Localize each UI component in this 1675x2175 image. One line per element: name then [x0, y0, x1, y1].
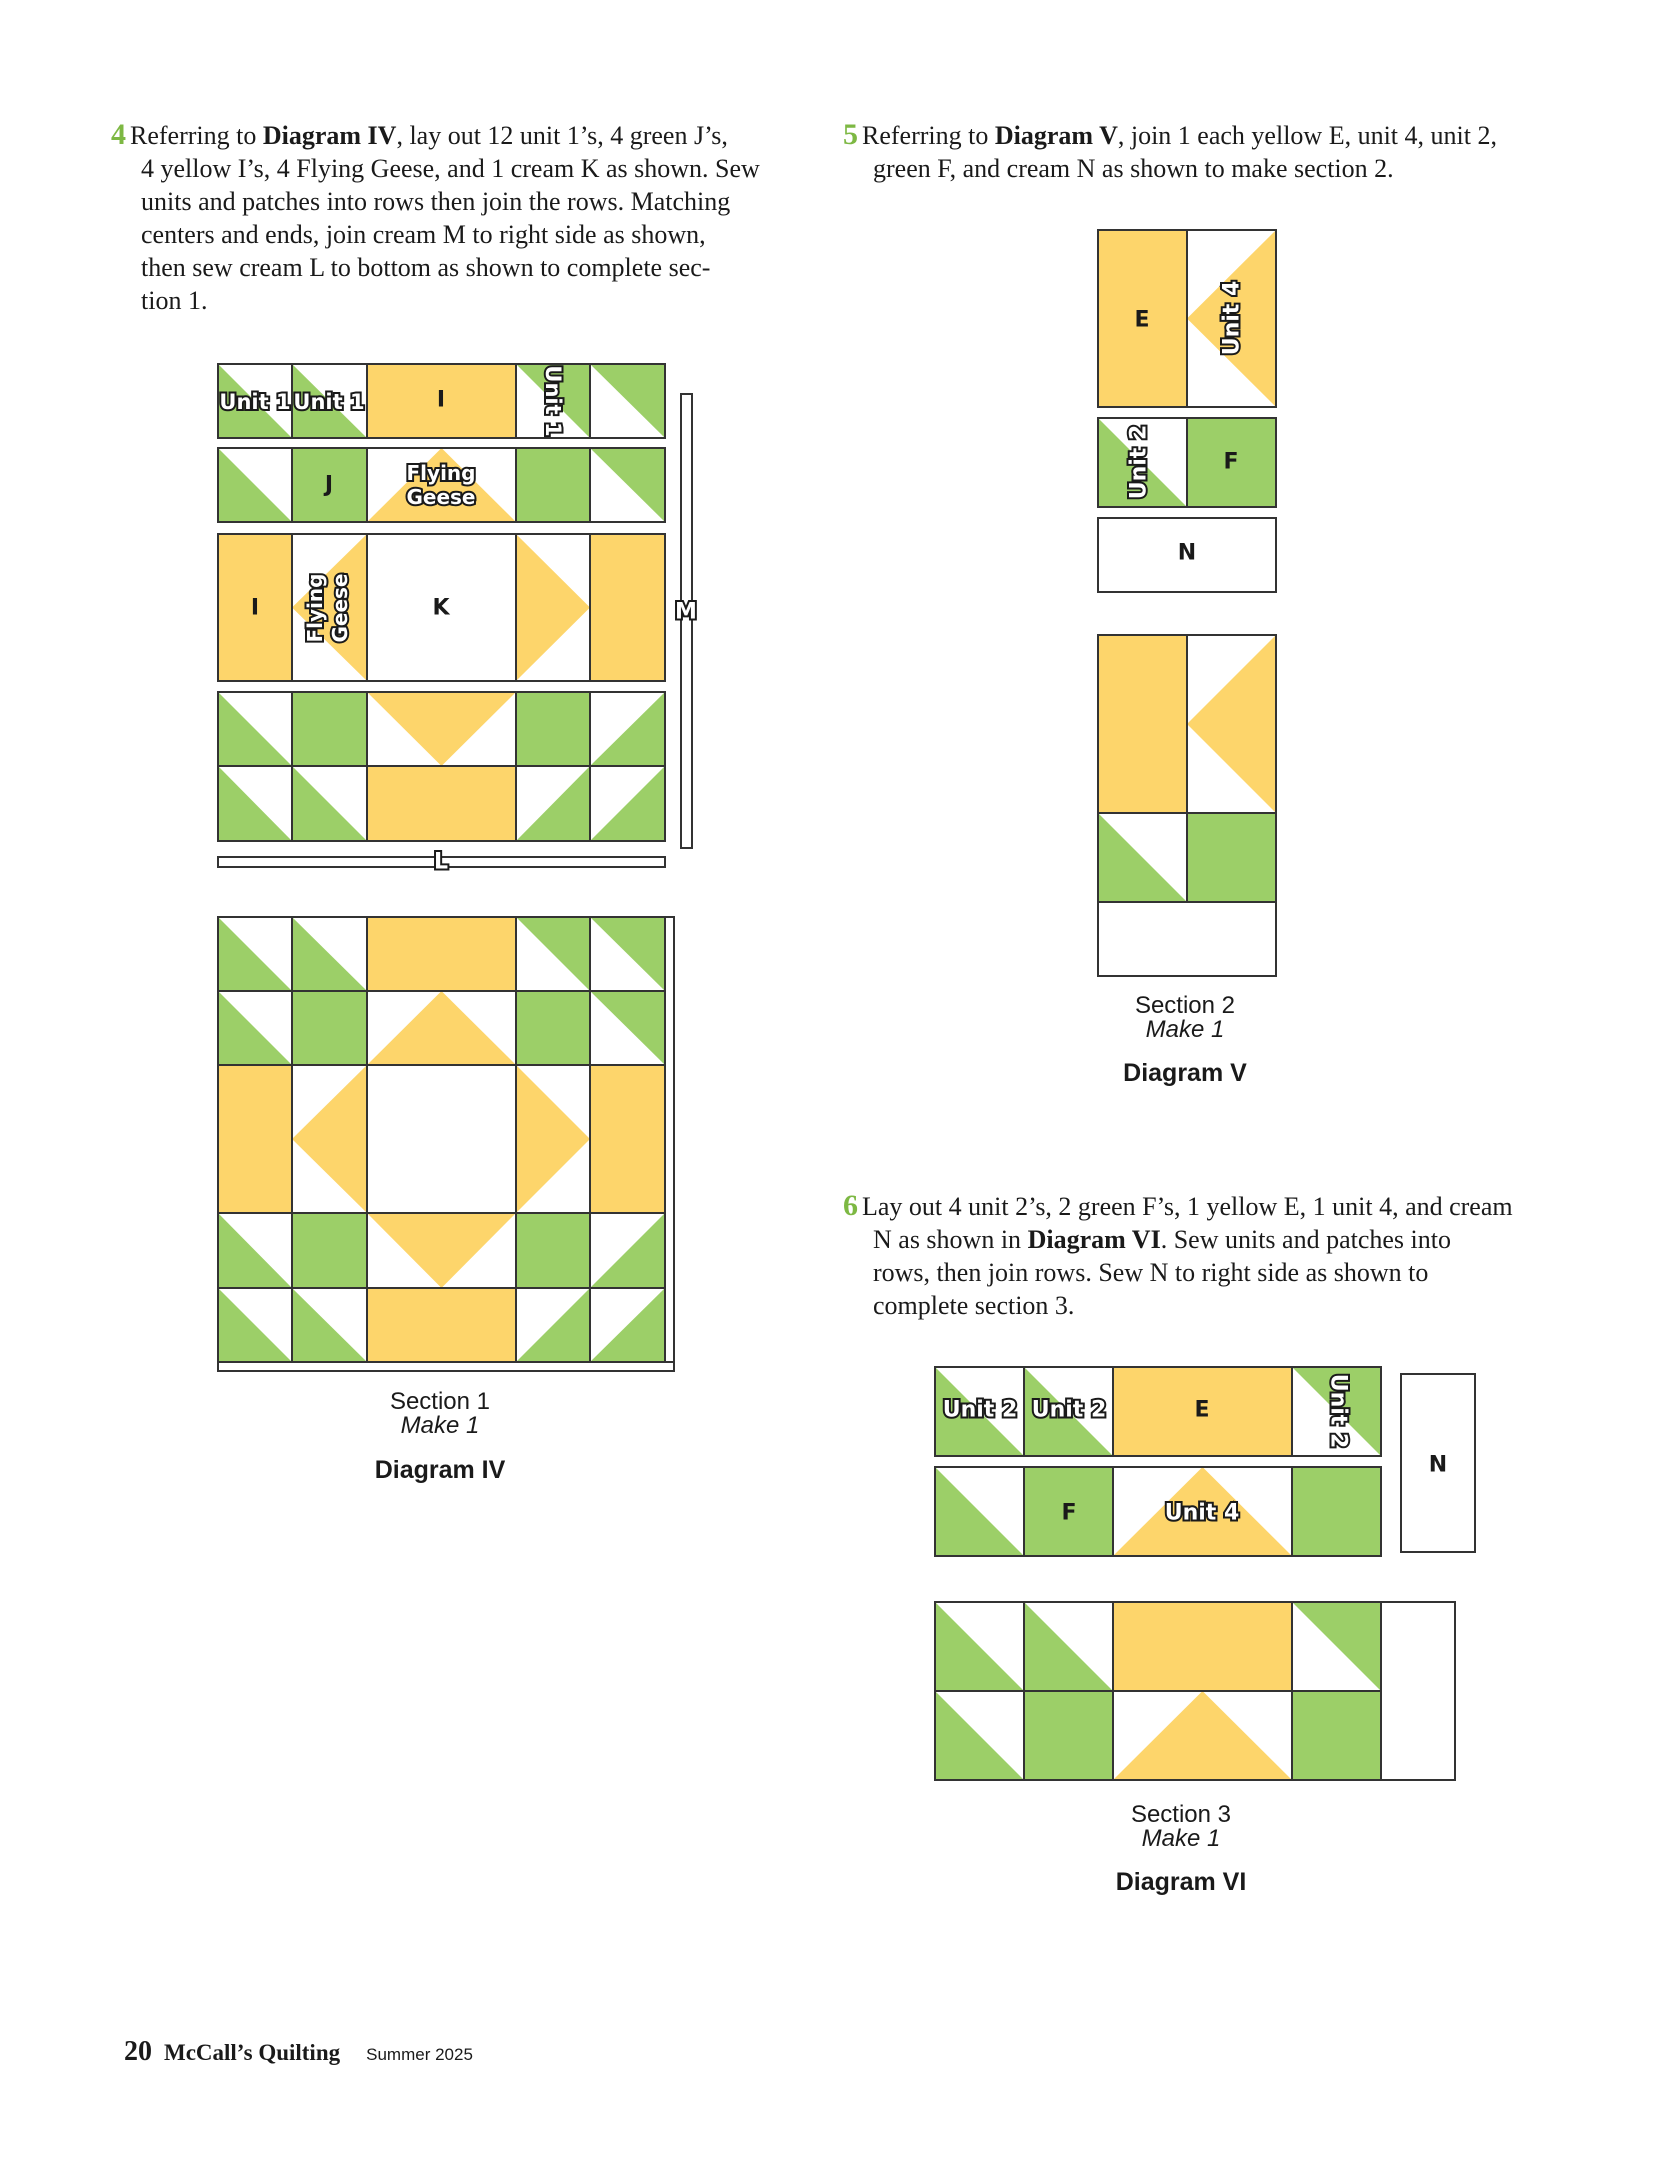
diagram-vi-assembled: [935, 1602, 1455, 1780]
patch-N: [1098, 902, 1276, 976]
page-number: 20: [124, 2036, 152, 2067]
diagram-vi-title: Diagram VI: [1115, 1868, 1247, 1896]
unit-2-label: Unit 2: [1031, 1397, 1107, 1423]
flying-geese-label: Flying: [303, 573, 327, 643]
strip-M: [665, 917, 674, 1371]
patch-I: [590, 534, 665, 681]
step-text: complete section 3.: [873, 1291, 1075, 1320]
patch-J: [292, 991, 367, 1065]
flying-geese-label: Geese: [406, 485, 476, 509]
label-J: J: [324, 472, 334, 498]
page-footer: [124, 2036, 473, 2068]
diagram-v-exploded: [1098, 230, 1276, 592]
section-2-make: Make 1: [1145, 1016, 1225, 1043]
patch-I: [590, 1065, 665, 1213]
step-text: rows, then join rows. Sew N to right side as shown to: [873, 1258, 1429, 1287]
diagram-reference: Diagram VI: [1027, 1225, 1161, 1254]
patch-J: [516, 1213, 590, 1288]
patch-J: [516, 991, 590, 1065]
patch-F: [1292, 1467, 1381, 1556]
patch-F: [1292, 1691, 1381, 1780]
step-text: Referring to: [862, 121, 995, 150]
unit-1-label: Unit 1: [219, 390, 291, 414]
unit-2-label: Unit 2: [1325, 1373, 1351, 1449]
unit-2-label: Unit 2: [1126, 424, 1152, 500]
section-3-make: Make 1: [1141, 1825, 1221, 1852]
patch-E: [1113, 1602, 1292, 1691]
strip-L: [218, 1362, 674, 1371]
step-number: 5: [843, 118, 858, 151]
section-2-label: Section 2: [1134, 992, 1236, 1019]
step-text: green F, and cream N as shown to make section 2.: [873, 154, 1394, 183]
patch-K: [367, 1065, 516, 1213]
step-text: units and patches into rows then join the rows. Matching: [141, 187, 731, 216]
unit-2-label: Unit 2: [942, 1397, 1018, 1423]
diagram-reference: Diagram IV: [262, 121, 397, 150]
label-K: K: [432, 595, 450, 621]
patch-I: [367, 766, 516, 841]
patch-J: [516, 448, 590, 522]
flying-geese-label: Geese: [328, 573, 352, 643]
label-M: M: [675, 599, 697, 625]
diagram-iv-exploded: [218, 364, 697, 875]
diagram-vi-exploded: [935, 1367, 1475, 1556]
diagram-iv-caption: [340, 1390, 540, 1438]
step-text: Lay out 4 unit 2’s, 2 green F’s, 1 yellow E, 1 unit 4, and cream: [862, 1192, 1513, 1221]
step-text: , lay out 12 unit 1’s, 4 green J’s,: [396, 121, 728, 150]
patch-N: [1381, 1602, 1455, 1780]
unit-4-label: Unit 4: [1164, 1500, 1240, 1526]
label-N: N: [1177, 540, 1197, 566]
diagram-v-assembled: [1098, 635, 1276, 976]
step-number: 6: [843, 1189, 858, 1222]
step-text: then sew cream L to bottom as shown to complete sec-: [141, 253, 711, 282]
diagram-v-title: Diagram V: [1123, 1059, 1247, 1087]
patch-I: [367, 917, 516, 991]
unit-1-label: Unit 1: [541, 365, 565, 437]
step-text: . Sew units and patches into: [1160, 1225, 1451, 1254]
issue-date: Summer 2025: [366, 2045, 473, 2064]
flying-geese-label: Flying: [406, 461, 476, 485]
unit-1-label: Unit 1: [293, 390, 365, 414]
label-E: E: [1194, 1397, 1210, 1423]
patch-I: [218, 1065, 292, 1213]
label-I: I: [250, 595, 260, 621]
step-text: tion 1.: [141, 286, 208, 315]
label-L: L: [433, 849, 449, 875]
patch-I: [367, 1288, 516, 1362]
diagram-iv-title: Diagram IV: [374, 1456, 506, 1484]
magazine-title: McCall’s Quilting: [164, 2040, 341, 2065]
step-text: centers and ends, join cream M to right side as shown,: [141, 220, 706, 249]
step-text: 4 yellow I’s, 4 Flying Geese, and 1 cream K as shown. Sew: [141, 154, 760, 183]
patch-J: [292, 692, 367, 766]
unit-4-label: Unit 4: [1219, 280, 1245, 356]
label-F: F: [1061, 1500, 1077, 1526]
patch-J: [292, 1213, 367, 1288]
section-1-make: Make 1: [400, 1412, 480, 1439]
label-N: N: [1428, 1452, 1448, 1478]
label-I: I: [436, 387, 446, 413]
step-text: N as shown in: [873, 1225, 1028, 1254]
patch-E: [1098, 635, 1187, 813]
diagram-v-caption: [1085, 994, 1285, 1042]
label-F: F: [1223, 449, 1239, 475]
patch-F: [1187, 813, 1276, 902]
label-E: E: [1134, 307, 1150, 333]
step-number: 4: [111, 118, 126, 151]
diagram-iv-assembled: [218, 917, 674, 1371]
step-text: , join 1 each yellow E, unit 4, unit 2,: [1117, 121, 1497, 150]
section-1-label: Section 1: [389, 1388, 491, 1415]
diagram-reference: Diagram V: [994, 121, 1118, 150]
step-text: Referring to: [130, 121, 263, 150]
section-3-label: Section 3: [1130, 1801, 1232, 1828]
diagram-vi-caption: [1081, 1803, 1281, 1851]
patch-F: [1024, 1691, 1113, 1780]
patch-J: [516, 692, 590, 766]
